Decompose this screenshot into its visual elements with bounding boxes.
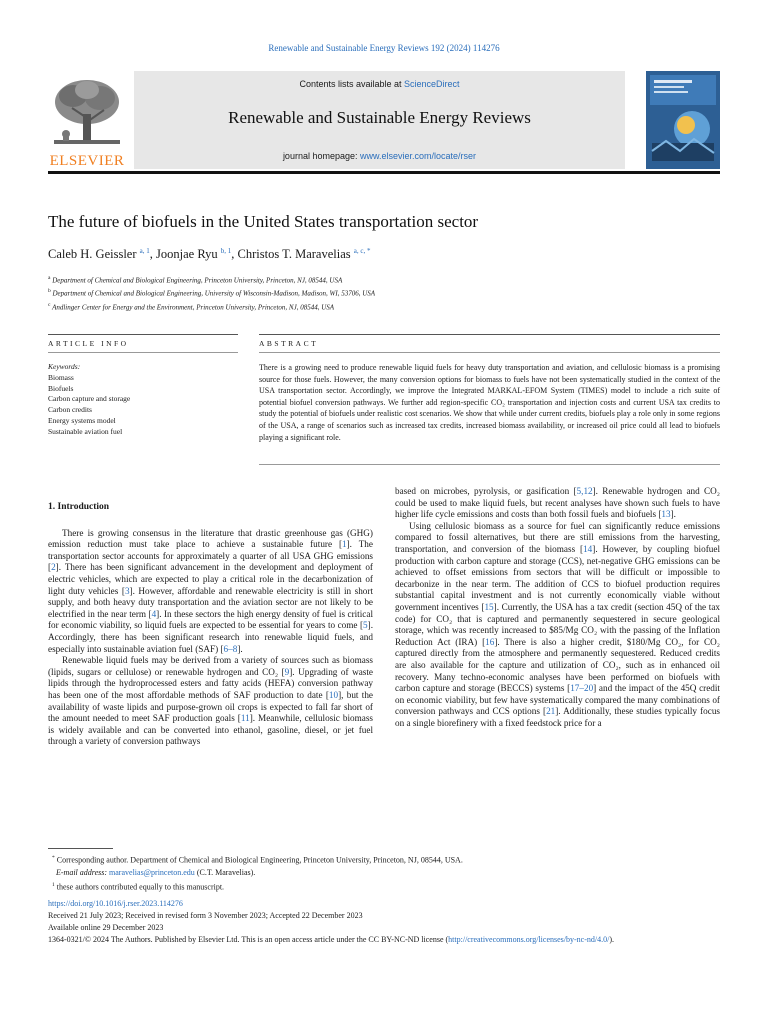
- keywords-block: [48, 362, 238, 438]
- keywords-label: Keywords:: [48, 362, 81, 371]
- citation-link[interactable]: 17–20: [570, 683, 594, 694]
- author-name[interactable]: Joonjae Ryu: [156, 247, 218, 262]
- journal-title: Renewable and Sustainable Energy Reviews: [228, 108, 531, 127]
- article-title: The future of biofuels in the United States transportation sector: [48, 212, 479, 231]
- text-run: ] and the impact of the 45Q credit on economic viability, but few have systematically compared the many combinations of conversion pathways and CCS options [: [395, 683, 720, 717]
- author-marks[interactable]: a, 1: [139, 247, 150, 255]
- received-dates: Received 21 July 2023; Received in revised form 3 November 2023; Accepted 22 December 2023: [48, 911, 363, 920]
- citation-link[interactable]: 11: [240, 713, 250, 724]
- text-run: ]. In these sectors the high energy density of fuel is critical for economic viability, so liquid fuels are expected to be essential for years to come [: [48, 608, 373, 631]
- citation-link[interactable]: 15: [484, 601, 494, 612]
- publisher-name: ELSEVIER: [49, 153, 125, 169]
- abstract-bottom-rule: [259, 464, 720, 465]
- keyword-item: Biomass: [48, 372, 74, 382]
- keyword-item: Carbon credits: [48, 405, 92, 415]
- citation-link[interactable]: 3: [124, 585, 130, 596]
- abstract-text: There is a growing need to produce renewable liquid fuels for heavy duty transportation and aviation, and cellulosic biomass is a promising source for those fuels. However, the many conversion options for biomass to fuels have not been systematically studied in the context of the USA transportation sector. Accordingly, we improve the Integrated MARKAL-EFOM System (TIMES) model to include a rich suite of potential biofuel conversion pathways. We further add region-specific CO₂ transportation and injection costs and current USA tax credits to study the potential of biofuels under realistic cost scenarios. We show that while under current credits, biofuels play a role only in some regions of the USA, a range of scenarios such as increased tax credits, increased biomass availability, or increased oil price could all lead to biofuels playing a significant role.: [259, 363, 720, 442]
- text-run: ]. The transportation sector accounts for approximately a quarter of all USA GHG emissions [: [48, 539, 373, 573]
- text-run: ]. Currently, the USA has a tax credit (section 45Q of the tax code) for CO₂ that is captured and permanently sequestered in secure geological storage, which was recently increased to $85/Mg CO₂ with the passing of the Inflation Reduction Act (IRA) [: [395, 601, 720, 647]
- text-run: ]. However, affordable and renewable electricity is still in short supply, and both heavy duty transportation and the aviation sector are not likely to be electrified in the near term [: [48, 585, 374, 619]
- abstract-rule: [259, 334, 720, 335]
- citation-link[interactable]: 5,12: [576, 486, 593, 496]
- affiliations: [48, 273, 720, 313]
- text-run: ]. Accordingly, there has been significant research into renewable liquid fuels, and especially into sustainable aviation fuel (SAF) [: [48, 620, 373, 654]
- equal-contribution-footnote: $^1$ these authors contributed equally to this manuscript.: [52, 881, 225, 892]
- abstract-heading: ABSTRACT: [259, 339, 319, 348]
- text-run: ]. There is also a higher credit, $180/Mg CO₂, for CO₂ captured directly from the atmosphere and permanently sequestered. Reduced credits are also available for the capture and utilization of CO₂, such as in enhanced oil recovery. Many techno-economic analyses have been performed on biofuels with carbon capture and storage (BECCS) systems [: [395, 636, 720, 694]
- author-marks[interactable]: a, c, *: [353, 247, 371, 255]
- homepage-line: journal homepage: www.elsevier.com/locate/rser: [282, 151, 477, 161]
- affiliation: $^c$ Andlinger Center for Energy and the Environment, Princeton University, Princeton, NJ, 08544, USA: [48, 301, 335, 311]
- tree-icon: [48, 74, 126, 152]
- text-run: There is growing consensus in the literature that drastic greenhouse gas (GHG) emission reduction must take place to achieve a sustainable future [: [48, 527, 373, 550]
- author-name[interactable]: Caleb H. Geissler: [48, 247, 137, 262]
- license-statement: 1364-0321/© 2024 The Authors. Published by Elsevier Ltd. This is an open access article under the CC BY-NC-ND license (http://creativecommons.org/licenses/by-nc-nd/4.0/).: [48, 935, 614, 944]
- text-run: Using cellulosic biomass as a source for fuel can significantly reduce emissions compared to fossil alternatives, but there are still emissions from the harvesting, transportation, and conversion of the biomass [: [395, 520, 720, 554]
- text-run: Renewable liquid fuels may be derived from a variety of sources such as biomass (lipids, sugars or cellulose) or renewable hydrogen and CO₂ [: [48, 655, 373, 677]
- journal-masthead: [48, 71, 720, 173]
- email-footnote: E-mail address: maravelias@princeton.edu (C.T. Maravelias).: [56, 867, 256, 877]
- text-run: ]. Renewable hydrogen and CO₂ could be used to make liquid fuels, but recent analyses have shown such fuels to have higher life cycle emissions and costs than both fossil fuels and biofuels [: [395, 486, 720, 520]
- text-run: ], but the availability of waste lipids and purpose-grown oil crops is expected to fall far short of the amount needed to meet SAF production goals [: [48, 689, 373, 724]
- elsevier-tree-logo: [48, 74, 126, 170]
- body-paragraph: [48, 528, 373, 656]
- keyword-item: Sustainable aviation fuel: [48, 426, 123, 436]
- article-info-heading: ARTICLE INFO: [48, 339, 129, 348]
- article-info-rule: [48, 334, 238, 335]
- left-paragraphs: [48, 528, 373, 748]
- citation-link[interactable]: 14: [583, 543, 593, 554]
- citation-link[interactable]: 5: [363, 620, 368, 631]
- right-paragraphs: [395, 486, 720, 729]
- corresponding-footnote: * Corresponding author. Department of Chemical and Biological Engineering, Princeton University, Princeton, NJ, 08544, USA.: [52, 855, 463, 865]
- citation-link[interactable]: 9: [284, 666, 290, 677]
- article-info-subrule: [48, 352, 238, 353]
- license-link[interactable]: http://creativecommons.org/licenses/by-nc-nd/4.0/: [448, 935, 610, 944]
- author-marks[interactable]: b, 1: [220, 247, 232, 255]
- citation-link[interactable]: 21: [546, 706, 556, 717]
- doi-link[interactable]: https://doi.org/10.1016/j.rser.2023.114276: [48, 899, 183, 908]
- text-run: ]. Meanwhile, cellulosic biomass is widely available and can be converted into ethanol, gasoline, diesel, or jet fuel through a variety of conversion pathways: [48, 713, 373, 747]
- contents-line: Contents lists available at ScienceDirect: [299, 79, 460, 89]
- journal-cover-thumbnail[interactable]: [646, 71, 720, 169]
- affiliation: $^a$ Department of Chemical and Biological Engineering, Princeton University, Princeton, NJ, 08544, USA: [48, 275, 343, 285]
- text-run: ]. However, by coupling biofuel production with carbon capture and storage (CCS), net-negative GHG emissions can be achieved to offset emissions from sectors that will be difficult or impossible to decarbonize in the near term. The addition of CCS to biofuel production requires substantial capital investment and is not currently economically viable without government incentives [: [395, 543, 720, 612]
- citation-link[interactable]: 10: [328, 689, 339, 700]
- citation-link[interactable]: 6–8: [223, 643, 238, 654]
- body-column-right: [395, 486, 720, 729]
- citation-link[interactable]: 1: [342, 539, 347, 550]
- keyword-item: Energy systems model: [48, 415, 116, 425]
- text-run: ]. Additionally, these studies typically focus on a single biorefinery with a fixed feedstock price for a: [395, 706, 720, 728]
- body-paragraph: [395, 486, 720, 521]
- footnote-rule: [48, 848, 113, 849]
- text-run: ]. Upgrading of waste lipids through the hydroprocessed esters and fatty acids (HEFA) conversion pathway has been one of the most affordable methods of SAF production to date [: [48, 666, 373, 700]
- section-heading: 1. Introduction: [48, 502, 110, 512]
- citation-link[interactable]: 4: [151, 608, 157, 619]
- keywords-list: [48, 373, 238, 438]
- text-run: based on microbes, pyrolysis, or gasification [: [395, 486, 577, 496]
- citation-link[interactable]: 13: [661, 509, 671, 520]
- body-paragraph: [48, 655, 373, 748]
- body-paragraph: [395, 521, 720, 730]
- sciencedirect-link[interactable]: ScienceDirect: [404, 79, 460, 89]
- text-run: ].: [670, 509, 676, 520]
- author-name[interactable]: Christos T. Maravelias: [237, 247, 351, 262]
- masthead-box: [134, 71, 625, 169]
- text-run: ]. There has been significant advancement in the development and deployment of electric vehicles, which are expected to play a critical role in the decarbonization of light duty vehicles [: [48, 562, 373, 596]
- author-list: Caleb H. Geissler $^{a, 1}$, Joonjae Ryu $^{b, 1}$, Christos T. Maravelias $^{a, c, *}$: [48, 247, 371, 262]
- keyword-item: Biofuels: [48, 383, 74, 393]
- homepage-link[interactable]: www.elsevier.com/locate/rser: [360, 151, 477, 161]
- abstract-subrule: [259, 352, 720, 353]
- citation-link[interactable]: 16: [485, 636, 495, 647]
- footnotes: [48, 852, 720, 893]
- citation-link[interactable]: 2: [51, 562, 56, 573]
- cover-image-icon: [646, 71, 720, 169]
- email-link[interactable]: maravelias@princeton.edu: [109, 867, 195, 877]
- running-head[interactable]: Renewable and Sustainable Energy Reviews 192 (2024) 114276: [268, 43, 500, 53]
- keyword-item: Carbon capture and storage: [48, 394, 131, 404]
- affiliation: $^b$ Department of Chemical and Biological Engineering, University of Wisconsin-Madison, Madison, WI, 53706, USA: [48, 288, 376, 298]
- text-run: ].: [237, 643, 243, 654]
- online-date: Available online 29 December 2023: [48, 923, 164, 932]
- body-column-left: [48, 486, 373, 748]
- front-matter: [48, 898, 720, 946]
- masthead-rule: [48, 171, 720, 174]
